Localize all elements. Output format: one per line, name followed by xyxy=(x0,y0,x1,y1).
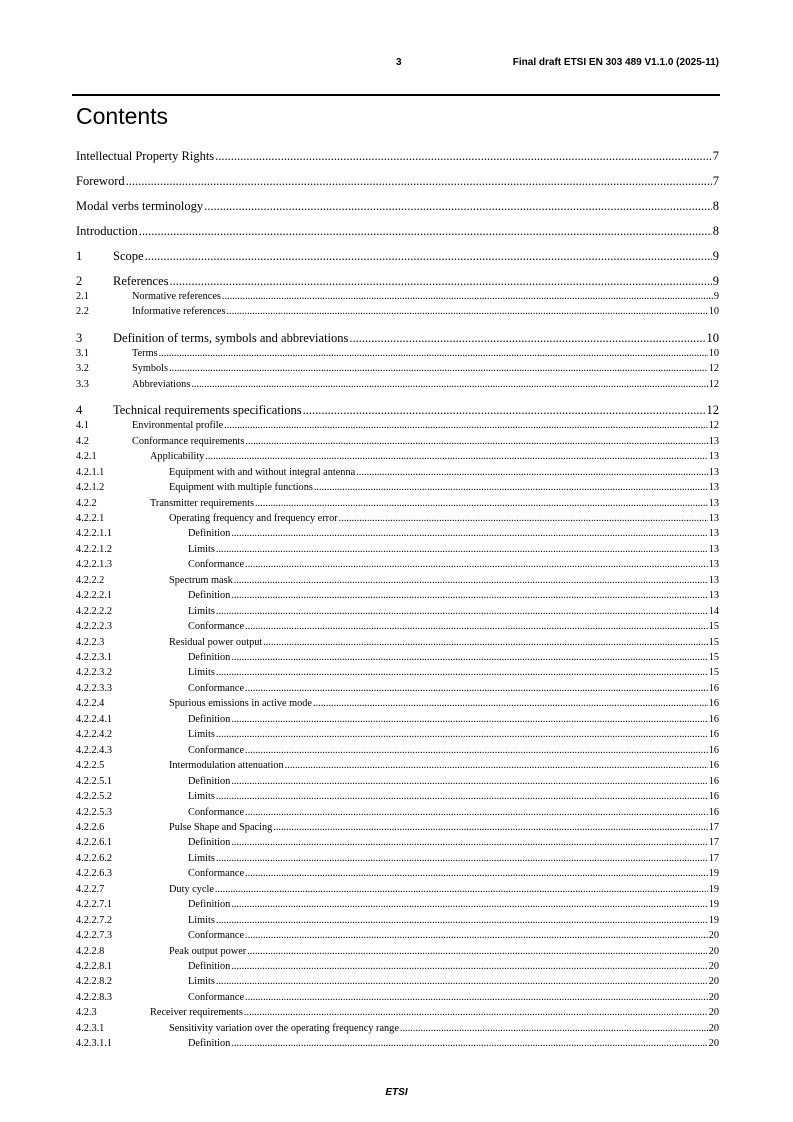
toc-entry[interactable] xyxy=(76,434,719,449)
toc-dot-leader xyxy=(145,248,712,264)
toc-entry-title: Definition xyxy=(188,528,231,540)
toc-entry[interactable] xyxy=(76,173,719,189)
toc-entry-title: Limits xyxy=(188,914,215,926)
toc-entry[interactable] xyxy=(76,496,719,511)
toc-entry[interactable] xyxy=(76,588,719,603)
page-number: 3 xyxy=(396,57,402,68)
toc-entry-title: Definition xyxy=(188,1038,231,1050)
toc-entry-page: 13 xyxy=(708,543,719,555)
toc-entry-number: 4.2.2.5.1 xyxy=(76,775,113,787)
toc-entry[interactable] xyxy=(76,449,719,464)
toc-entry-page: 16 xyxy=(708,760,719,772)
toc-entry[interactable] xyxy=(76,557,719,572)
toc-entry[interactable] xyxy=(76,650,719,665)
toc-entry[interactable] xyxy=(76,928,719,943)
toc-entry-number: 3.1 xyxy=(76,347,89,359)
toc-entry[interactable] xyxy=(76,696,719,711)
toc-entry-title: Definition xyxy=(188,713,231,725)
toc-entry-page: 12 xyxy=(708,420,719,432)
toc-dot-leader xyxy=(204,198,712,214)
toc-entry-title: Residual power output xyxy=(169,636,263,648)
toc-entry-title: Technical requirements specifications xyxy=(113,403,302,418)
toc-entry-page: 13 xyxy=(708,574,719,586)
toc-entry-title: Conformance xyxy=(188,744,245,756)
toc-entry-title: Conformance xyxy=(188,991,245,1003)
toc-entry-number: 4.2.2.2.1 xyxy=(76,590,113,602)
toc-entry[interactable] xyxy=(76,727,719,742)
toc-entry-title: Conformance xyxy=(188,806,245,818)
toc-entry[interactable] xyxy=(76,665,719,680)
toc-dot-leader xyxy=(216,727,708,742)
toc-entry-number: 4.2.2.8.1 xyxy=(76,961,113,972)
toc-entry-number: 4.2.2.6.3 xyxy=(76,868,113,880)
toc-entry[interactable] xyxy=(76,1036,719,1051)
toc-entry-number: 4.2.2.8.2 xyxy=(76,976,113,988)
toc-dot-leader xyxy=(247,944,707,959)
toc-entry[interactable] xyxy=(76,542,719,557)
toc-entry-number: 4.2.2.3.3 xyxy=(76,682,113,694)
toc-dot-leader xyxy=(216,851,708,866)
toc-entry-title: Limits xyxy=(188,667,215,679)
toc-entry[interactable] xyxy=(76,273,719,289)
toc-entry-title: Limits xyxy=(188,543,215,555)
toc-dot-leader xyxy=(231,1036,707,1051)
toc-entry-number: 4.2.2.8 xyxy=(76,945,105,957)
toc-entry-number: 4.2.1.2 xyxy=(76,482,105,494)
toc-entry-title: Definition xyxy=(188,590,231,602)
toc-entry[interactable] xyxy=(76,897,719,912)
toc-dot-leader xyxy=(224,418,707,433)
toc-entry-number: 4.2.2.3.2 xyxy=(76,667,113,679)
toc-entry[interactable] xyxy=(76,743,719,758)
toc-entry-title: Sensitivity variation over the operating frequency range xyxy=(169,1022,399,1034)
toc-entry-number: 4.2.2.5.3 xyxy=(76,806,113,818)
toc-entry[interactable] xyxy=(76,913,719,928)
toc-dot-leader xyxy=(231,712,707,727)
toc-entry-number: 4.2.2.4 xyxy=(76,698,105,710)
toc-dot-leader xyxy=(215,882,708,897)
toc-entry-title: Conformance xyxy=(188,559,245,571)
toc-dot-leader xyxy=(231,650,707,665)
toc-entry-number: 4.2.2.3.1 xyxy=(76,652,113,663)
toc-entry[interactable] xyxy=(76,681,719,696)
toc-entry-title: Definition xyxy=(188,961,231,972)
toc-entry-title: Duty cycle xyxy=(169,883,214,895)
toc-dot-leader xyxy=(303,402,706,418)
toc-entry-page: 7 xyxy=(712,149,719,163)
toc-entry[interactable] xyxy=(76,346,719,361)
toc-entry-page: 13 xyxy=(708,482,719,494)
toc-entry-page: 16 xyxy=(708,775,719,787)
toc-entry[interactable] xyxy=(76,635,719,650)
toc-entry-title: Intellectual Property Rights xyxy=(76,149,215,163)
toc-dot-leader xyxy=(216,665,708,680)
toc-dot-leader xyxy=(231,897,707,912)
toc-entry-page: 16 xyxy=(708,791,719,803)
toc-entry-number: 4.2 xyxy=(76,435,89,447)
toc-entry-title: Spectrum mask xyxy=(169,574,233,586)
toc-entry-number: 4.2.2.4.2 xyxy=(76,729,113,741)
toc-dot-leader xyxy=(126,173,712,189)
toc-entry[interactable] xyxy=(76,712,719,727)
toc-dot-leader xyxy=(245,928,708,943)
toc-entry-page: 20 xyxy=(708,930,719,942)
toc-entry[interactable] xyxy=(76,289,719,304)
toc-entry-page: 17 xyxy=(708,821,719,833)
toc-dot-leader xyxy=(245,434,707,449)
toc-entry-page: 7 xyxy=(712,174,719,188)
toc-dot-leader xyxy=(245,619,708,634)
toc-entry-title: Spurious emissions in active mode xyxy=(169,698,312,710)
toc-dot-leader xyxy=(245,681,708,696)
toc-entry-number: 4.2.2.6.2 xyxy=(76,852,113,864)
toc-entry-number: 4.2.1.1 xyxy=(76,466,105,478)
toc-dot-leader xyxy=(231,774,707,789)
toc-entry[interactable] xyxy=(76,1005,719,1020)
toc-entry-number: 2 xyxy=(76,274,83,288)
toc-entry-page: 10 xyxy=(708,306,719,318)
toc-dot-leader xyxy=(170,273,712,289)
contents-heading: Contents xyxy=(76,103,169,129)
toc-entry-page: 13 xyxy=(708,466,719,478)
toc-entry[interactable] xyxy=(76,882,719,897)
toc-entry-page: 12 xyxy=(708,363,719,375)
toc-entry-page: 15 xyxy=(708,652,719,663)
toc-entry-number: 4.2.2.6 xyxy=(76,821,105,833)
toc-entry-page: 20 xyxy=(708,1007,719,1019)
toc-entry[interactable] xyxy=(76,330,719,346)
toc-entry-number: 3.3 xyxy=(76,378,89,390)
toc-entry[interactable] xyxy=(76,851,719,866)
toc-entry-number: 4.2.2.5 xyxy=(76,760,105,772)
toc-entry[interactable] xyxy=(76,304,719,319)
toc-entry-number: 4.2.2.7.3 xyxy=(76,930,113,942)
toc-entry-page: 19 xyxy=(708,899,719,911)
toc-entry-page: 16 xyxy=(708,744,719,756)
toc-entry[interactable] xyxy=(76,480,719,495)
toc-dot-leader xyxy=(285,758,708,773)
toc-entry-title: Terms xyxy=(132,347,158,359)
toc-dot-leader xyxy=(169,361,708,376)
toc-entry[interactable] xyxy=(76,820,719,835)
toc-entry-number: 4.2.2.3 xyxy=(76,636,105,648)
toc-entry-page: 13 xyxy=(708,559,719,571)
toc-entry-title: Conformance requirements xyxy=(132,435,245,447)
toc-dot-leader xyxy=(216,604,708,619)
toc-entry-number: 4.2.2.5.2 xyxy=(76,791,113,803)
toc-dot-leader xyxy=(349,330,705,346)
toc-entry-page: 16 xyxy=(708,729,719,741)
toc-entry-page: 9 xyxy=(712,274,719,288)
toc-entry[interactable] xyxy=(76,959,719,974)
toc-entry-page: 20 xyxy=(708,1038,719,1050)
toc-entry-number: 4.2.2.6.1 xyxy=(76,837,113,849)
toc-dot-leader xyxy=(263,635,707,650)
toc-entry-title: Limits xyxy=(188,605,215,617)
toc-entry[interactable] xyxy=(76,866,719,881)
toc-entry-number: 4.2.2.2.3 xyxy=(76,621,113,633)
toc-dot-leader xyxy=(356,465,708,480)
toc-entry[interactable] xyxy=(76,990,719,1005)
toc-entry-title: Conformance xyxy=(188,621,245,633)
toc-dot-leader xyxy=(222,289,713,304)
toc-dot-leader xyxy=(231,835,707,850)
toc-entry-title: Limits xyxy=(188,729,215,741)
toc-entry-page: 10 xyxy=(706,330,719,345)
toc-entry-title: Informative references xyxy=(132,306,226,318)
toc-entry-title: Receiver requirements xyxy=(150,1007,243,1019)
toc-entry-number: 3.2 xyxy=(76,363,89,375)
toc-entry[interactable] xyxy=(76,148,719,164)
toc-entry-title: Intermodulation attenuation xyxy=(169,760,284,772)
toc-entry-number: 4.2.2 xyxy=(76,497,97,509)
toc-dot-leader xyxy=(215,148,712,164)
header-rule xyxy=(72,94,720,96)
toc-entry-page: 10 xyxy=(708,347,719,359)
toc-entry-title: Limits xyxy=(188,976,215,988)
toc-entry[interactable] xyxy=(76,198,719,214)
toc-entry-page: 8 xyxy=(712,224,719,238)
toc-entry-number: 2.2 xyxy=(76,306,89,318)
toc-entry-title: Foreword xyxy=(76,174,125,188)
toc-entry-number: 4.2.3.1 xyxy=(76,1022,105,1034)
footer-etsi: ETSI xyxy=(385,1087,408,1098)
toc-entry-page: 16 xyxy=(708,713,719,725)
toc-entry-number: 4.2.2.4.1 xyxy=(76,713,113,725)
toc-entry-title: Applicability xyxy=(150,451,205,463)
toc-entry-page: 16 xyxy=(708,682,719,694)
toc-entry-page: 16 xyxy=(708,806,719,818)
toc-entry-title: Conformance xyxy=(188,930,245,942)
toc-entry[interactable] xyxy=(76,789,719,804)
toc-dot-leader xyxy=(139,223,712,239)
toc-entry[interactable] xyxy=(76,604,719,619)
toc-entry-number: 4.2.1 xyxy=(76,451,97,463)
toc-dot-leader xyxy=(216,974,708,989)
toc-dot-leader xyxy=(339,511,708,526)
toc-dot-leader xyxy=(400,1021,708,1036)
toc-dot-leader xyxy=(255,496,708,511)
toc-entry[interactable] xyxy=(76,974,719,989)
toc-entry-title: Modal verbs terminology xyxy=(76,199,204,213)
toc-entry-number: 4.1 xyxy=(76,420,89,432)
toc-entry-title: Definition xyxy=(188,837,231,849)
toc-entry-page: 20 xyxy=(708,961,719,972)
toc-entry-number: 4.2.2.1.2 xyxy=(76,543,113,555)
toc-entry-number: 4.2.2.2.2 xyxy=(76,605,113,617)
toc-entry[interactable] xyxy=(76,758,719,773)
toc-entry-title: Transmitter requirements xyxy=(150,497,254,509)
toc-entry-title: Definition of terms, symbols and abbreviations xyxy=(113,330,349,345)
toc-entry[interactable] xyxy=(76,465,719,480)
toc-dot-leader xyxy=(234,573,708,588)
toc-dot-leader xyxy=(314,480,708,495)
toc-entry-title: Limits xyxy=(188,852,215,864)
toc-entry-number: 3 xyxy=(76,330,83,345)
toc-dot-leader xyxy=(313,696,708,711)
toc-entry-number: 4.2.2.1 xyxy=(76,512,105,524)
toc-entry-number: 4.2.2.8.3 xyxy=(76,991,113,1003)
toc-entry-number: 4.2.3 xyxy=(76,1007,97,1019)
document-title: Final draft ETSI EN 303 489 V1.1.0 (2025-11) xyxy=(512,57,719,68)
toc-entry-title: Definition xyxy=(188,775,231,787)
toc-entry[interactable] xyxy=(76,377,719,392)
toc-entry-page: 15 xyxy=(708,621,719,633)
toc-entry-title: Operating frequency and frequency error xyxy=(169,512,338,524)
toc-entry-title: Normative references xyxy=(132,291,221,302)
toc-entry-number: 4.2.2.2 xyxy=(76,574,105,586)
toc-entry-number: 4.2.2.7.2 xyxy=(76,914,113,926)
toc-entry[interactable] xyxy=(76,223,719,239)
toc-entry-title: Symbols xyxy=(132,363,169,375)
toc-entry-page: 19 xyxy=(708,914,719,926)
toc-entry-page: 20 xyxy=(708,991,719,1003)
toc-entry-number: 4.2.2.1.1 xyxy=(76,528,113,540)
toc-entry[interactable] xyxy=(76,619,719,634)
toc-dot-leader xyxy=(245,557,708,572)
toc-entry-page: 16 xyxy=(708,698,719,710)
toc-entry-title: Environmental profile xyxy=(132,420,224,432)
toc-dot-leader xyxy=(244,1005,708,1020)
toc-entry-number: 4.2.2.7 xyxy=(76,883,105,895)
toc-entry[interactable] xyxy=(76,526,719,541)
toc-entry-title: Definition xyxy=(188,899,231,911)
toc-entry-page: 20 xyxy=(708,976,719,988)
toc-entry-page: 12 xyxy=(708,378,719,390)
toc-entry-page: 12 xyxy=(706,403,719,418)
toc-entry-title: Abbreviations xyxy=(132,378,191,390)
toc-dot-leader xyxy=(245,805,708,820)
toc-dot-leader xyxy=(231,588,707,603)
toc-dot-leader xyxy=(216,789,708,804)
toc-entry-page: 14 xyxy=(708,605,719,617)
toc-entry[interactable] xyxy=(76,361,719,376)
toc-entry-title: Introduction xyxy=(76,224,138,238)
toc-entry-page: 17 xyxy=(708,837,719,849)
toc-entry[interactable] xyxy=(76,511,719,526)
toc-entry-page: 20 xyxy=(708,945,719,957)
toc-entry-page: 17 xyxy=(708,852,719,864)
toc-entry[interactable] xyxy=(76,805,719,820)
toc-dot-leader xyxy=(216,542,708,557)
toc-entry[interactable] xyxy=(76,835,719,850)
toc-entry[interactable] xyxy=(76,774,719,789)
toc-entry-title: Definition xyxy=(188,652,231,663)
toc-entry[interactable] xyxy=(76,573,719,588)
toc-entry-title: Pulse Shape and Spacing xyxy=(169,821,273,833)
toc-entry-title: Peak output power xyxy=(169,945,247,957)
toc-entry-title: Scope xyxy=(113,249,144,263)
toc-entry-page: 19 xyxy=(708,868,719,880)
toc-dot-leader xyxy=(159,346,708,361)
toc-entry-page: 13 xyxy=(708,590,719,602)
toc-entry-page: 9 xyxy=(713,291,719,302)
toc-entry-page: 19 xyxy=(708,883,719,895)
toc-entry-page: 13 xyxy=(708,451,719,463)
toc-dot-leader xyxy=(245,743,708,758)
toc-entry[interactable] xyxy=(76,402,719,418)
toc-entry-page: 8 xyxy=(712,199,719,213)
toc-dot-leader xyxy=(231,526,707,541)
toc-entry-title: References xyxy=(113,274,169,288)
toc-entry[interactable] xyxy=(76,248,719,264)
toc-dot-leader xyxy=(191,377,707,392)
toc-entry-page: 15 xyxy=(708,636,719,648)
toc-entry[interactable] xyxy=(76,1021,719,1036)
toc-dot-leader xyxy=(216,913,708,928)
toc-entry-page: 13 xyxy=(708,435,719,447)
toc-dot-leader xyxy=(245,866,708,881)
toc-entry-title: Equipment with multiple functions xyxy=(169,482,313,494)
toc-entry-title: Conformance xyxy=(188,682,245,694)
toc-entry-page: 15 xyxy=(708,667,719,679)
toc-dot-leader xyxy=(226,304,707,319)
toc-entry-number: 4.2.2.4.3 xyxy=(76,744,113,756)
toc-entry-title: Conformance xyxy=(188,868,245,880)
toc-dot-leader xyxy=(245,990,708,1005)
toc-entry-number: 1 xyxy=(76,249,83,263)
toc-dot-leader xyxy=(205,449,707,464)
toc-dot-leader xyxy=(231,959,707,974)
toc-entry-number: 2.1 xyxy=(76,291,89,302)
toc-dot-leader xyxy=(273,820,707,835)
toc-entry-page: 13 xyxy=(708,512,719,524)
toc-entry-number: 4.2.3.1.1 xyxy=(76,1038,113,1050)
toc-entry[interactable] xyxy=(76,418,719,433)
toc-entry[interactable] xyxy=(76,944,719,959)
toc-entry-page: 13 xyxy=(708,497,719,509)
toc-entry-title: Equipment with and without integral antenna xyxy=(169,466,356,478)
toc-entry-number: 4.2.2.7.1 xyxy=(76,899,113,911)
page-header xyxy=(76,57,719,73)
toc-entry-page: 13 xyxy=(708,528,719,540)
toc-entry-number: 4 xyxy=(76,403,83,418)
toc-entry-page: 20 xyxy=(708,1022,719,1034)
toc-entry-page: 9 xyxy=(712,249,719,263)
toc-entry-title: Limits xyxy=(188,791,215,803)
toc-entry-number: 4.2.2.1.3 xyxy=(76,559,113,571)
